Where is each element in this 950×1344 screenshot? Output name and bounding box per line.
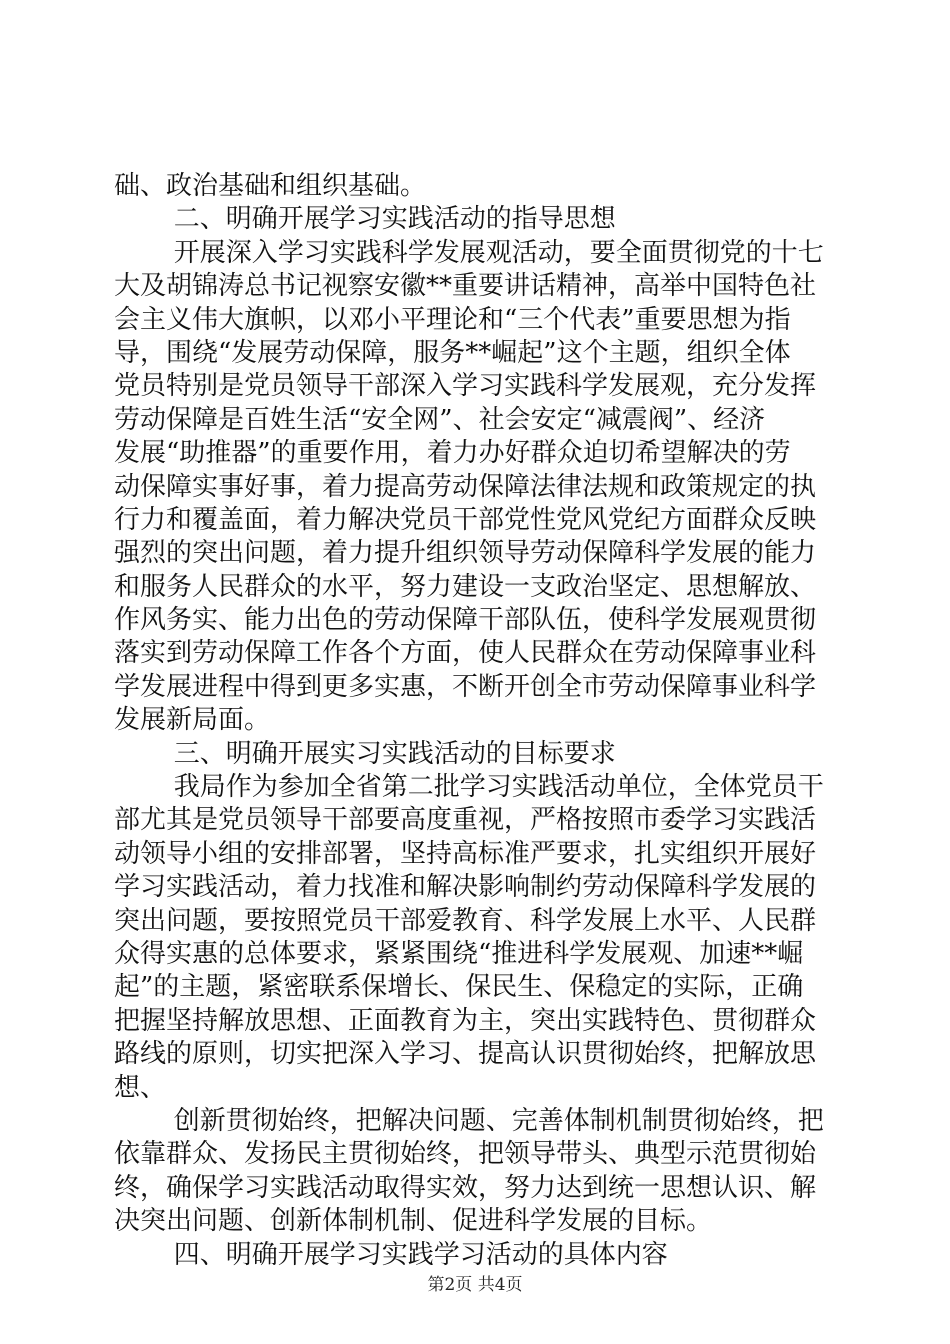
text-line: 创新贯彻始终，把解决问题、完善体制机制贯彻始终，把 xyxy=(173,1105,824,1136)
text-line: 础、政治基础和组织基础。 xyxy=(114,171,427,201)
text-line: 二、明确开展学习实践活动的指导思想 xyxy=(173,204,616,235)
text-line: 学习实践活动，着力找准和解决影响制约劳动保障科学发展的 xyxy=(114,872,817,903)
text-line: 和服务人民群众的水平，努力建设一支政治坚定、思想解放、 xyxy=(114,571,817,602)
text-line: 行力和覆盖面，着力解决党员干部党性党风党纪方面群众反映 xyxy=(114,504,817,535)
text-line: 三、明确开展实习实践活动的目标要求 xyxy=(173,738,616,769)
text-line: 把握坚持解放思想、正面教育为主，突出实践特色、贯彻群众 xyxy=(114,1005,817,1036)
text-line: 众得实惠的总体要求，紧紧围绕“推进科学发展观、加速**崛 xyxy=(114,938,804,969)
text-line: 想、 xyxy=(114,1072,167,1103)
text-line: 大及胡锦涛总书记视察安徽**重要讲话精神，高举中国特色社 xyxy=(114,271,817,302)
text-line: 我局作为参加全省第二批学习实践活动单位，全体党员干 xyxy=(173,772,824,803)
text-line: 四、明确开展学习实践学习活动的具体内容 xyxy=(173,1239,668,1270)
text-line: 路线的原则，切实把深入学习、提高认识贯彻始终，把解放思 xyxy=(114,1039,817,1070)
text-line: 强烈的突出问题，着力提升组织领导劳动保障科学发展的能力 xyxy=(114,538,817,569)
text-line: 决突出问题、创新体制机制、促进科学发展的目标。 xyxy=(114,1206,713,1237)
text-line: 动保障实事好事，着力提高劳动保障法律法规和政策规定的执 xyxy=(114,471,817,502)
text-line: 突出问题，要按照党员干部爱教育、科学发展上水平、人民群 xyxy=(114,905,817,936)
text-line: 动领导小组的安排部署，坚持高标准严要求，扎实组织开展好 xyxy=(114,838,817,869)
text-line: 发展新局面。 xyxy=(114,705,271,736)
text-line: 作风务实、能力出色的劳动保障干部队伍，使科学发展观贯彻 xyxy=(114,605,817,636)
text-line: 开展深入学习实践科学发展观活动，要全面贯彻党的十七 xyxy=(173,237,824,268)
text-line: 落实到劳动保障工作各个方面，使人民群众在劳动保障事业科 xyxy=(114,638,817,669)
text-line: 起”的主题，紧密联系保增长、保民生、保稳定的实际，正确 xyxy=(114,972,804,1003)
text-line: 会主义伟大旗帜，以邓小平理论和“三个代表”重要思想为指 xyxy=(114,304,791,335)
text-line: 劳动保障是百姓生活“安全网”、社会安定“减震阀”、经济 xyxy=(114,404,766,435)
text-line: 学发展进程中得到更多实惠，不断开创全市劳动保障事业科学 xyxy=(114,671,817,702)
text-line: 部尤其是党员领导干部要高度重视，严格按照市委学习实践活 xyxy=(114,805,817,836)
text-line: 发展“助推器”的重要作用，着力办好群众迫切希望解决的劳 xyxy=(114,438,791,469)
text-line: 导，围绕“发展劳动保障，服务**崛起”这个主题，组织全体 xyxy=(114,337,791,368)
page-number-footer: 第2页 共4页 xyxy=(427,1275,523,1295)
text-line: 终，确保学习实践活动取得实效，努力达到统一思想认识、解 xyxy=(114,1172,817,1203)
document-body xyxy=(114,170,836,1272)
text-line: 依靠群众、发扬民主贯彻始终，把领导带头、典型示范贯彻始 xyxy=(114,1139,817,1170)
text-line: 党员特别是党员领导干部深入学习实践科学发展观，充分发挥 xyxy=(114,371,817,402)
